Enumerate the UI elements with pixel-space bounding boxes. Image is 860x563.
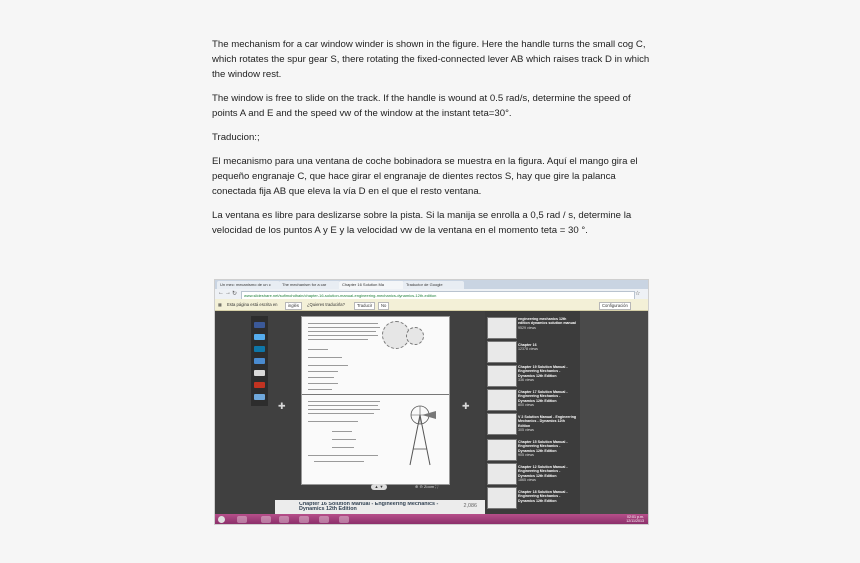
- paragraph-english-1: The mechanism for a car window winder is shown in the figure. Here the handle turns the small cog C, which rotates the spur gear S, there rotating the fixed-connected lever AB which raises track D in which the window rest.: [212, 39, 650, 80]
- paragraph-spanish-2: La ventana es libre para deslizarse sobre la pista. Si la manija se enrolla a 0,5 rad / s, determine la velocidad de los puntos A y E y la velocidad vw de la ventana en el momento teta = 30 °.: [212, 210, 632, 236]
- related-item[interactable]: Chapter 12 Solution Manual - Engineering Mechanics - Dynamics 12th Edition 1865 views: [518, 465, 568, 483]
- app-icon[interactable]: [299, 516, 309, 523]
- document-caption: [275, 500, 485, 514]
- save-icon[interactable]: [254, 382, 265, 388]
- related-item[interactable]: Chapter 19 Solution Manual - Engineering Mechanics - Dynamics 12th Edition 336 views: [518, 365, 568, 383]
- chrome-icon[interactable]: [279, 516, 289, 523]
- reload-icon[interactable]: ↻: [232, 291, 238, 297]
- windmill-figure: [400, 401, 440, 467]
- browser-tab[interactable]: Un mec: mecanismo de un c: [217, 281, 280, 289]
- language-select[interactable]: inglés: [285, 302, 302, 310]
- right-panel: [580, 311, 648, 514]
- document-page: [301, 316, 450, 485]
- caption-title[interactable]: Chapter 16 Solution Manual - Engineering Mechanics - Dynamics 12th Edition: [299, 502, 439, 513]
- gear-figure: [406, 327, 424, 345]
- related-thumbnail[interactable]: [487, 463, 517, 485]
- clock-date: 12/11/2013: [626, 519, 644, 523]
- clock-time: 02:01 p.m.: [627, 515, 644, 519]
- email-share-icon[interactable]: [254, 358, 265, 364]
- paragraph-english-2: The window is free to slide on the track. If the handle is wound at 0.5 rad/s, determine the speed of points A and E and the speed vw of the window at the instant teta=30°.: [212, 93, 631, 119]
- related-item[interactable]: V 2 Solution Manual - Engineering Mechanics - Dynamics 12th Edition 305 views: [518, 415, 577, 433]
- translate-button[interactable]: Traducir: [354, 302, 375, 310]
- related-thumbnail[interactable]: [487, 365, 517, 387]
- related-thumbnail[interactable]: [487, 317, 517, 339]
- translate-message: Esta página está escrita en: [227, 302, 278, 307]
- browser-tab[interactable]: Traductor de Google: [403, 281, 464, 289]
- zoom-controls[interactable]: ⊕ ⊖ Zoom ⛶: [415, 484, 439, 489]
- next-page-icon[interactable]: ✚: [462, 401, 470, 411]
- address-bar-row: [215, 289, 648, 299]
- related-thumbnail[interactable]: [487, 341, 517, 363]
- page-nav-control[interactable]: ▲ ▼: [371, 484, 387, 490]
- document-text: [212, 37, 652, 247]
- related-thumbnail[interactable]: [487, 439, 517, 461]
- app-icon[interactable]: [319, 516, 329, 523]
- download-icon[interactable]: [254, 394, 265, 400]
- paragraph-spanish-1: El mecanismo para una ventana de coche bobinadora se muestra en la figura. Aquí el mango gira el pequeño engranaje C, que hace girar el engranaje de dientes rectos S, hay que gire la palanca conectada fija AB que eleva la vía D en el que el resto ventana.: [212, 156, 638, 197]
- related-item[interactable]: engineering mechanics 12th edition dynamics solution manual 9529 views: [518, 317, 576, 330]
- start-icon[interactable]: [218, 516, 225, 523]
- no-translate-button[interactable]: No: [378, 302, 389, 310]
- paragraph-translation-label: Traducion:;: [212, 132, 260, 143]
- zoom-label: Zoom: [423, 484, 435, 489]
- url-field[interactable]: www.slideshare.net/sufimohdhain/chapter-16-solution-manual-engineering-mechanics-dynamics-12th-edition: [241, 291, 635, 300]
- translate-settings-button[interactable]: Configuración: [599, 302, 631, 310]
- windows-taskbar: [215, 514, 648, 524]
- prev-page-icon[interactable]: ✚: [278, 401, 286, 411]
- media-icon[interactable]: [261, 516, 271, 523]
- browser-tab-active[interactable]: Chapter 16 Solution Ma: [339, 281, 404, 289]
- share-sidebar: [251, 316, 268, 406]
- caption-views: 2,086: [463, 503, 477, 509]
- translate-bar: [215, 299, 648, 311]
- related-item[interactable]: Chapter 18 Solution Manual - Engineering Mechanics - Dynamics 12th Edition: [518, 490, 568, 503]
- star-icon[interactable]: ☆: [635, 291, 641, 297]
- forward-icon[interactable]: →: [225, 290, 231, 296]
- related-thumbnail[interactable]: [487, 413, 517, 435]
- related-item[interactable]: Chapter 16 12378 views: [518, 343, 538, 352]
- translate-icon: ▦: [218, 302, 222, 307]
- back-icon[interactable]: ←: [218, 290, 224, 296]
- system-clock[interactable]: [626, 515, 644, 523]
- twitter-share-icon[interactable]: [254, 334, 265, 340]
- linkedin-share-icon[interactable]: [254, 346, 265, 352]
- related-sidebar: [485, 311, 580, 514]
- browser-tab[interactable]: The mechanism for a car: [279, 281, 340, 289]
- translate-question: ¿Quieres traducirla?: [307, 302, 345, 307]
- related-item[interactable]: Chapter 17 Solution Manual - Engineering Mechanics - Dynamics 12th Edition 800 views: [518, 390, 568, 408]
- browser-tab-strip: [215, 280, 648, 289]
- explorer-icon[interactable]: [237, 516, 247, 523]
- embed-icon[interactable]: [254, 370, 265, 376]
- related-thumbnail[interactable]: [487, 487, 517, 509]
- related-thumbnail[interactable]: [487, 389, 517, 411]
- related-item[interactable]: Chapter 15 Solution Manual - Engineering Mechanics - Dynamics 12th Edition 905 views: [518, 440, 568, 458]
- document-viewer: [215, 311, 648, 514]
- facebook-share-icon[interactable]: [254, 322, 265, 328]
- embedded-browser-screenshot: [214, 279, 649, 525]
- app-icon[interactable]: [339, 516, 349, 523]
